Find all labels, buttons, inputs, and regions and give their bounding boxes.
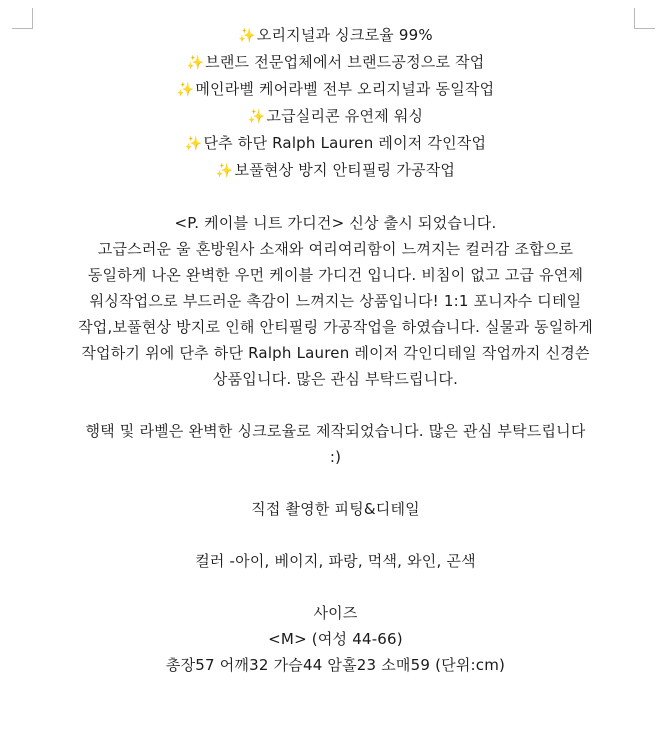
sparkles-icon: ✨ xyxy=(247,109,266,125)
spacer xyxy=(28,522,643,548)
document-body xyxy=(28,22,643,678)
intro-line: 워싱작업으로 부드러운 촉감이 느껴지는 상품입니다! 1:1 포니자수 디테일 xyxy=(89,292,582,310)
spacer xyxy=(28,392,643,418)
size-heading: 사이즈 xyxy=(313,604,358,622)
intro-line: 작업하기 위에 단추 하단 Ralph Lauren 레이저 각인디테일 작업까지 신경쓴 xyxy=(81,344,590,362)
label-note xyxy=(28,418,643,470)
label-note-line: :) xyxy=(329,448,342,466)
size-measurements: 총장57 어깨32 가슴44 암홀23 소매59 (단위:cm) xyxy=(165,656,506,674)
feature-item: ✨오리지널과 싱크로율 99% xyxy=(238,26,433,44)
spacer xyxy=(28,470,643,496)
photo-note: 직접 촬영한 피팅&디테일 xyxy=(251,500,420,518)
intro-line: 고급스러운 울 혼방원사 소재와 여리여리함이 느껴지는 컬러감 조합으로 xyxy=(97,240,574,258)
sparkles-icon: ✨ xyxy=(186,55,205,71)
intro-line: <P. 케이블 니트 가디건> 신상 출시 되었습니다. xyxy=(174,214,497,232)
sparkles-icon: ✨ xyxy=(238,28,256,44)
sparkles-icon: ✨ xyxy=(215,163,234,179)
sparkles-icon: ✨ xyxy=(184,136,203,152)
spacer xyxy=(28,184,643,210)
size-section xyxy=(28,600,643,678)
feature-item: ✨단추 하단 Ralph Lauren 레이저 각인작업 xyxy=(184,134,487,152)
colors-line: 컬러 -아이, 베이지, 파랑, 먹색, 와인, 곤색 xyxy=(195,552,476,570)
sparkles-icon: ✨ xyxy=(176,82,195,98)
feature-item: ✨브랜드 전문업체에서 브랜드공정으로 작업 xyxy=(186,53,485,71)
feature-list xyxy=(28,22,643,184)
feature-item: ✨보풀현상 방지 안티필링 가공작업 xyxy=(215,161,456,179)
label-note-line: 행택 및 라벨은 완벽한 싱크로율로 제작되었습니다. 많은 관심 부탁드립니다 xyxy=(85,422,586,440)
intro-paragraph xyxy=(28,210,643,392)
intro-line: 작업,보풀현상 방지로 인해 안티필링 가공작업을 하였습니다. 실물과 동일하게 xyxy=(78,318,593,336)
feature-item: ✨고급실리콘 유연제 워싱 xyxy=(247,107,424,125)
size-range: <M> (여성 44-66) xyxy=(268,630,403,648)
intro-line: 동일하게 나온 완벽한 우먼 케이블 가디건 입니다. 비침이 없고 고급 유연제 xyxy=(87,266,584,284)
intro-line: 상품입니다. 많은 관심 부탁드립니다. xyxy=(212,370,459,388)
spacer xyxy=(28,574,643,600)
feature-item: ✨메인라벨 케어라벨 전부 오리지널과 동일작업 xyxy=(176,80,495,98)
